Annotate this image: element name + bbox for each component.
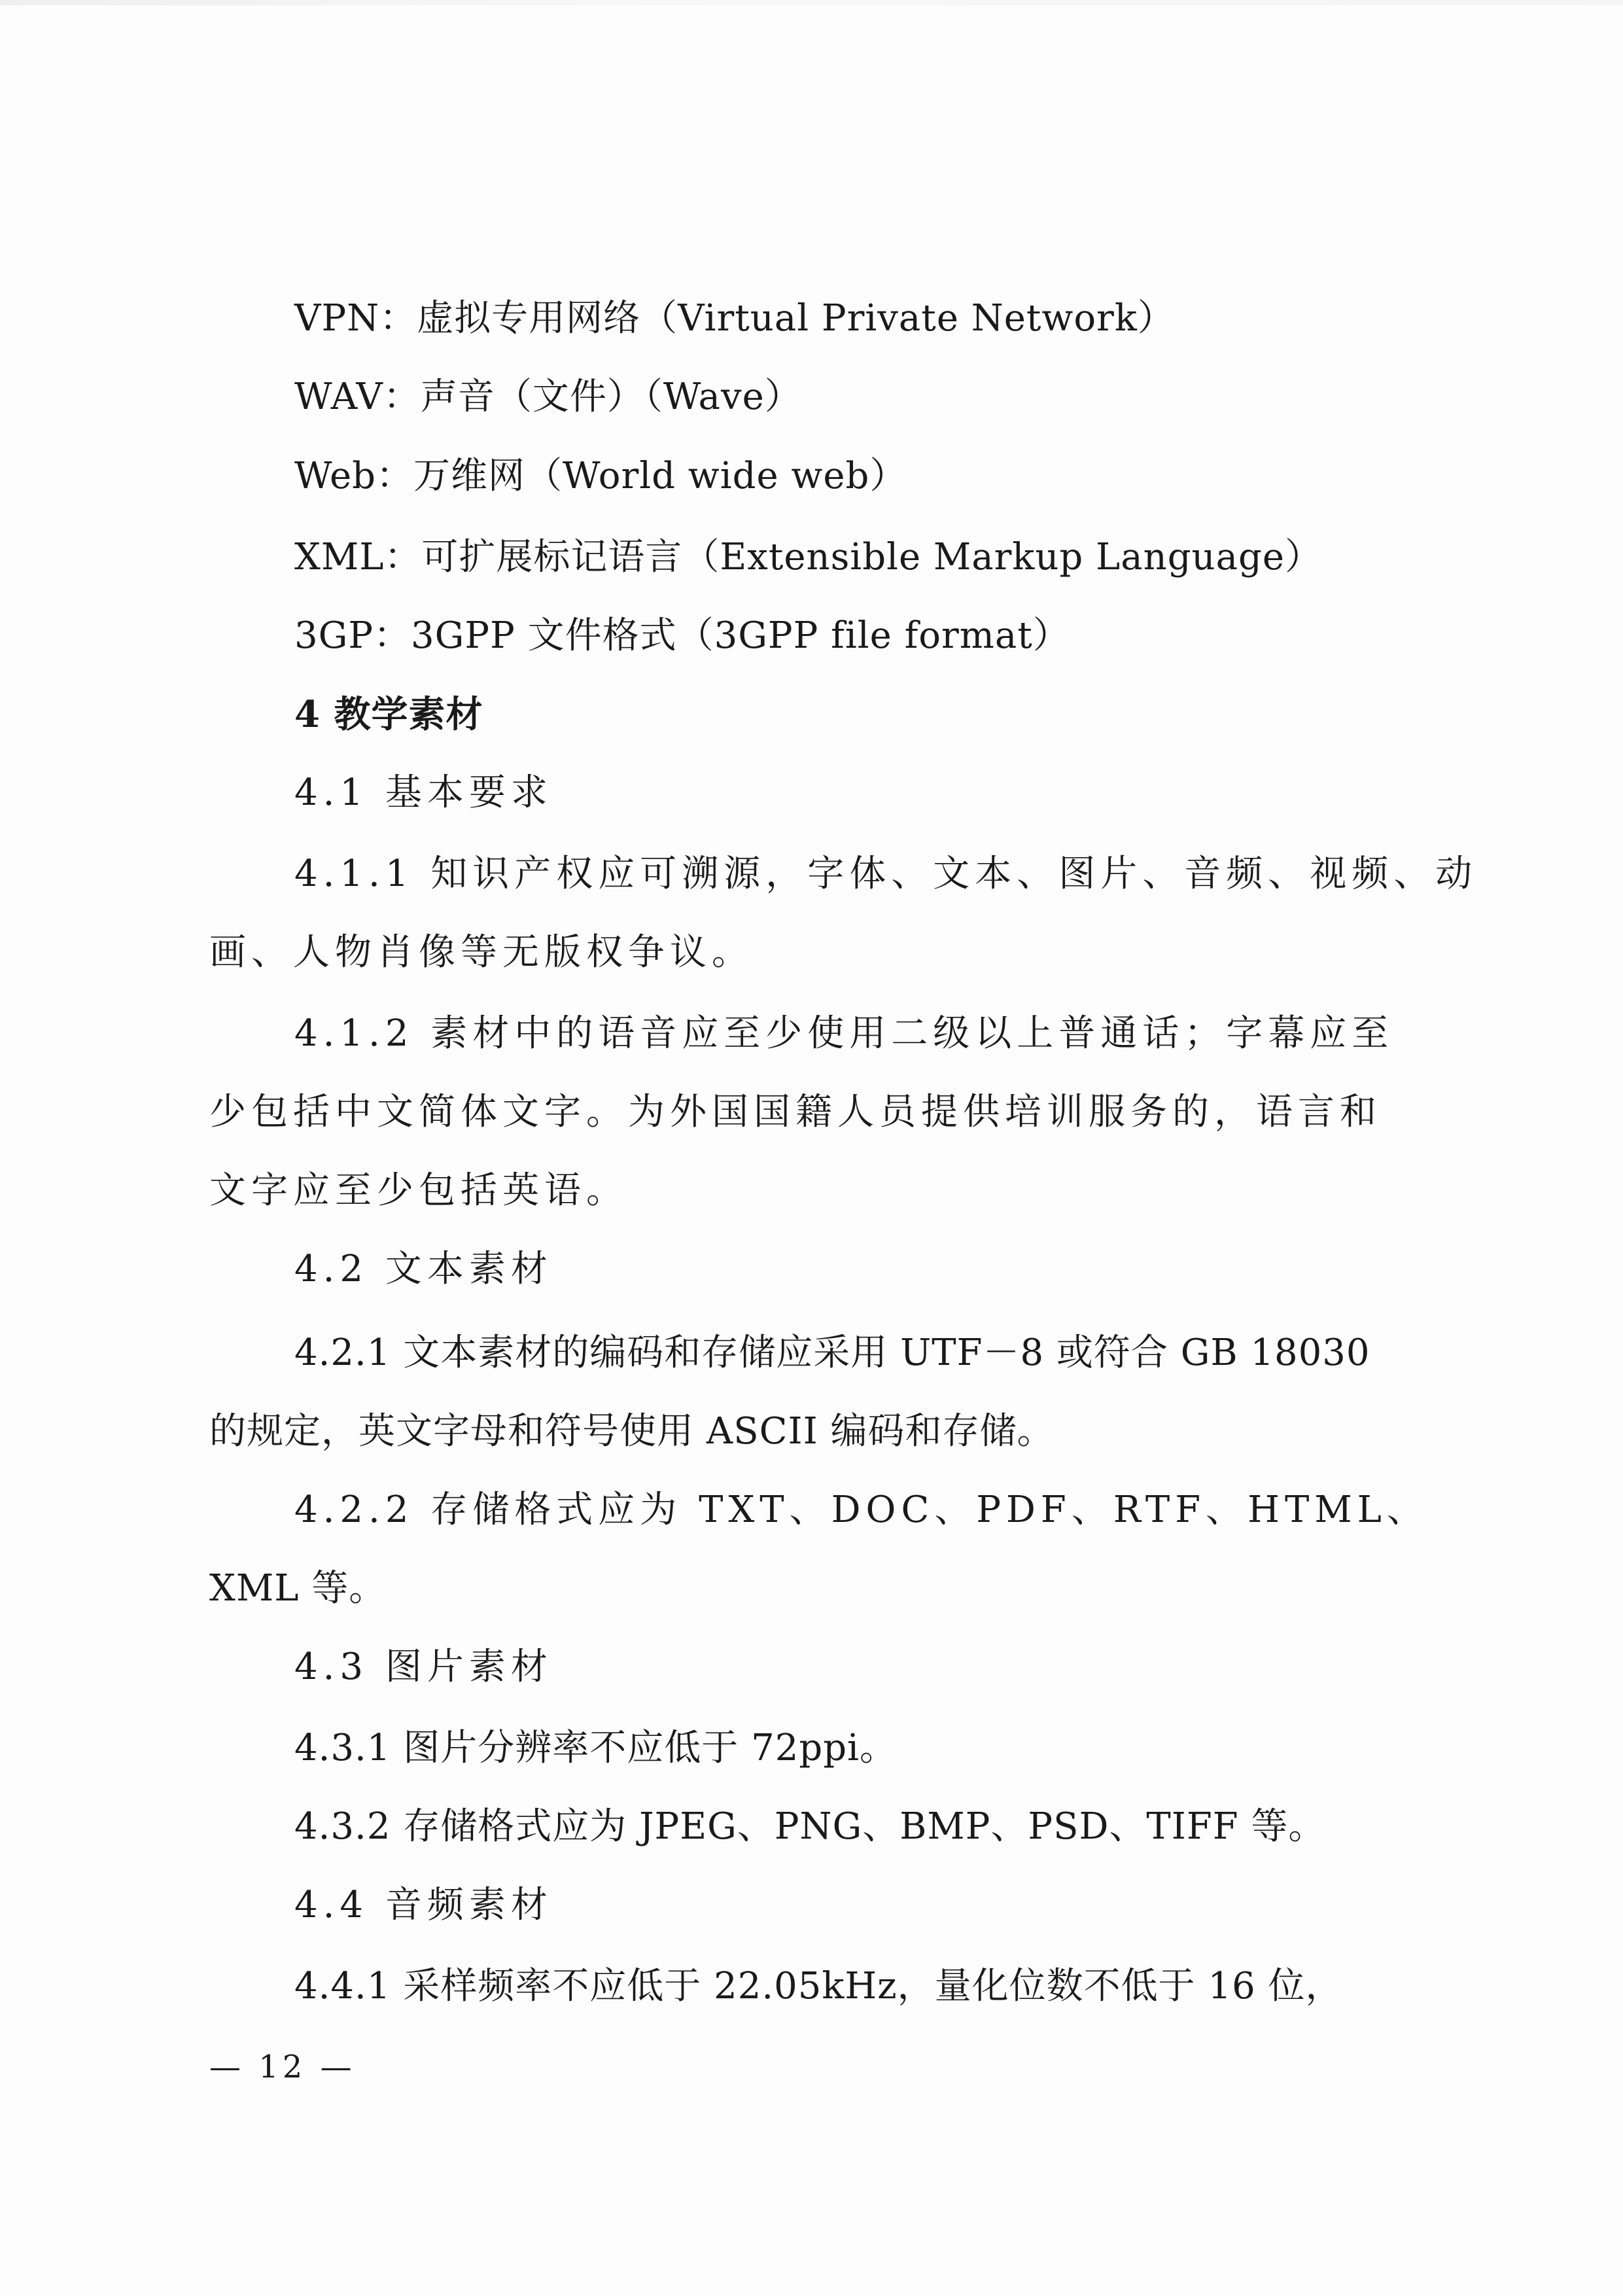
para-4-2-2-line1: 4.2.2 存储格式应为 TXT、DOC、PDF、RTF、HTML、 (294, 1489, 1429, 1531)
page-number: — 12 — (209, 2049, 356, 2085)
scan-edge (0, 0, 1623, 5)
para-4-3-2: 4.3.2 存储格式应为 JPEG、PNG、BMP、PSD、TIFF 等。 (294, 1805, 1326, 1848)
para-4-1-1-line1: 4.1.1 知识产权应可溯源，字体、文本、图片、音频、视频、动 (294, 853, 1478, 895)
abbr-xml: XML：可扩展标记语言（Extensible Markup Language） (294, 536, 1322, 578)
abbr-3gp: 3GP：3GPP 文件格式（3GPP file format） (294, 614, 1070, 657)
para-4-1-2-line3: 文字应至少包括英语。 (209, 1169, 628, 1212)
para-4-2-2-line2: XML 等。 (209, 1567, 387, 1610)
para-4-4-1-line1: 4.4.1 采样频率不应低于 22.05kHz，量化位数不低于 16 位， (294, 1965, 1343, 2007)
para-4-1-2-line2: 少包括中文简体文字。为外国国籍人员提供培训服务的，语言和 (209, 1091, 1382, 1133)
para-4-2-1-line2: 的规定，英文字母和符号使用 ASCII 编码和存储。 (209, 1410, 1055, 1453)
section-4-1-heading: 4.1 基本要求 (294, 771, 553, 814)
section-4-3-heading: 4.3 图片素材 (294, 1646, 553, 1688)
section-4-heading: 4 教学素材 (294, 693, 483, 736)
para-4-1-1-line2: 画、人物肖像等无版权争议。 (209, 931, 754, 974)
section-4-4-heading: 4.4 音频素材 (294, 1884, 553, 1926)
para-4-1-2-line1: 4.1.2 素材中的语音应至少使用二级以上普通话；字幕应至 (294, 1012, 1394, 1055)
para-4-3-1: 4.3.1 图片分辨率不应低于 72ppi。 (294, 1727, 897, 1769)
para-4-2-1-line1: 4.2.1 文本素材的编码和存储应采用 UTF－8 或符合 GB 18030 (294, 1332, 1370, 1374)
abbr-vpn: VPN：虚拟专用网络（Virtual Private Network） (294, 297, 1175, 340)
abbr-web: Web：万维网（World wide web） (294, 455, 907, 497)
section-4-2-heading: 4.2 文本素材 (294, 1248, 553, 1290)
abbr-wav: WAV：声音（文件）（Wave） (294, 376, 802, 418)
